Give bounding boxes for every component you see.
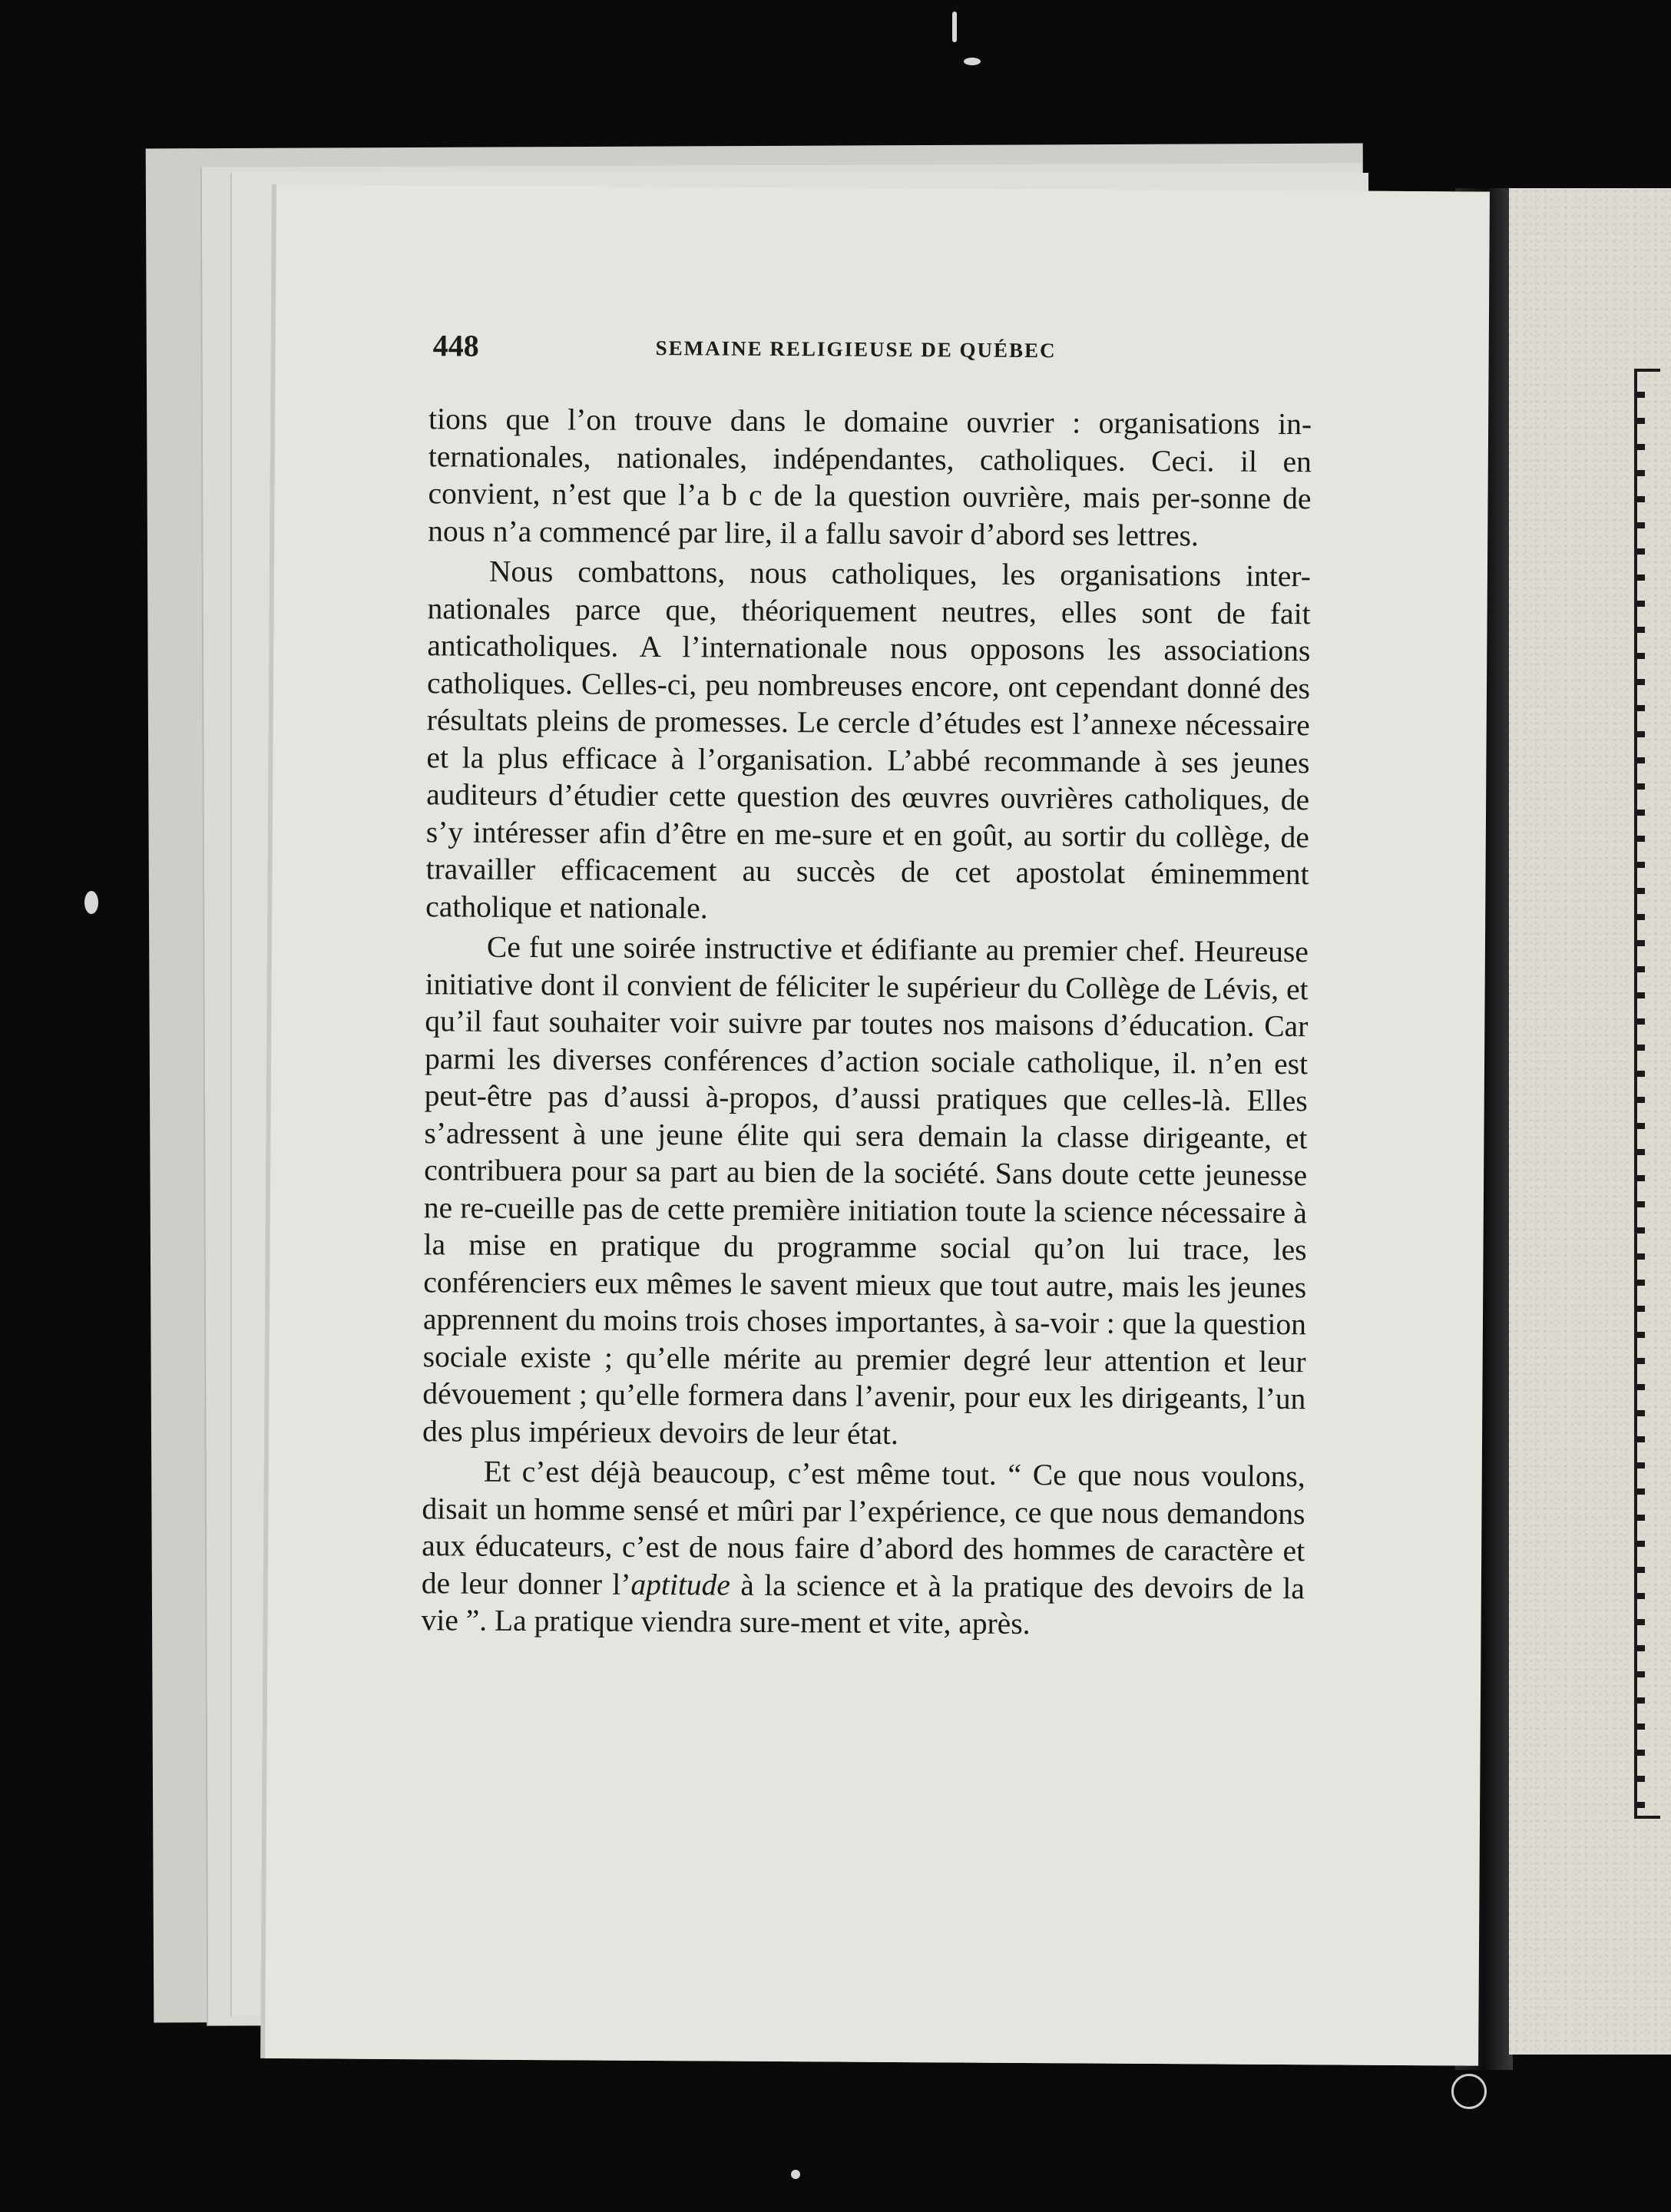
paragraph: Nous combattons, nous catholiques, les organisations inter-nationales parce que, théoriquement neutres, elles sont de fait anticatholiques. A l’internationale nous opposons les associations catholiques. Celles-ci, peu nombreuses encore, ont cependant donné des résultats pleins de promesses. Le cercle d’études est l’annexe nécessaire et la plus efficace à l’organisation. L’abbé recommande à ses jeunes auditeurs d’étudier cette question des œuvres ouvrières catholiques, de s’y intéresser afin d’être en me-sure et en goût, au sortir du collège, de travailler efficacement au succès de cet apostolat éminemment catholique et nationale.	[425, 554, 1312, 925]
paragraph-text: à la science et à la pratique des devoirs de la vie ”. La pratique viendra sure-ment et vite, après.	[421, 1568, 1305, 1641]
dust-speck	[791, 2170, 800, 2179]
paragraph-text: Et c’est déjà beaucoup, c’est même tout. “ Ce que nous voulons, disait un homme sensé et mûri par l’expérience, ce que nous demandons aux éducateurs, c’est de nous faire d’abord des hommes de caractère et de leur donner l’	[421, 1454, 1305, 1601]
dust-speck	[1451, 2074, 1487, 2109]
paragraph: Ce fut une soirée instructive et édifiante au premier chef. Heureuse initiative dont il convient de féliciter le supérieur du Collège de Lévis, et qu’il faut souhaiter voir suivre par toutes nos maisons d’éducation. Car parmi les diverses conférences d’action sociale catholique, il. n’en est peut-être pas d’aussi à-propos, d’aussi pratiques que celles-là. Elles s’adressent à une jeune élite qui sera demain la classe dirigeante, et contribuera pour sa part au bien de la société. Sans doute cette jeunesse ne re-cueille pas de cette première initiation toute la science nécessaire à la mise en pratique du programme social qu’on lui trace, les conférenciers eux mêmes le savent mieux que tout autre, mais les jeunes apprennent du moins trois choses importantes, à sa-voir : que la question sociale existe ; qu’elle mérite au premier degré leur attention et leur dévouement ; qu’elle formera dans l’avenir, pour eux les dirigeants, l’un des plus impérieux devoirs de leur état.	[422, 929, 1309, 1451]
page-number: 448	[432, 328, 479, 363]
book-page	[265, 184, 1490, 2066]
decorative-border	[1634, 369, 1660, 1819]
paragraph: tions que l’on trouve dans le domaine ouvrier : organisations in-ternationales, nationales, indépendantes, catholiques. Ceci. il en convient, n’est que l’a b c de la question ouvrière, mais per-sonne de nous n’a commencé par lire, il a fallu savoir d’abord ses lettres.	[428, 402, 1312, 552]
dust-speck	[952, 12, 957, 42]
page-header	[432, 327, 1346, 379]
body-text	[421, 400, 1312, 1647]
dust-speck	[964, 58, 981, 65]
running-head: SEMAINE RELIGIEUSE DE QUÉBEC	[655, 336, 1057, 363]
dust-speck	[84, 891, 98, 914]
paragraph	[421, 1452, 1305, 1644]
italic-term: aptitude	[630, 1567, 731, 1602]
